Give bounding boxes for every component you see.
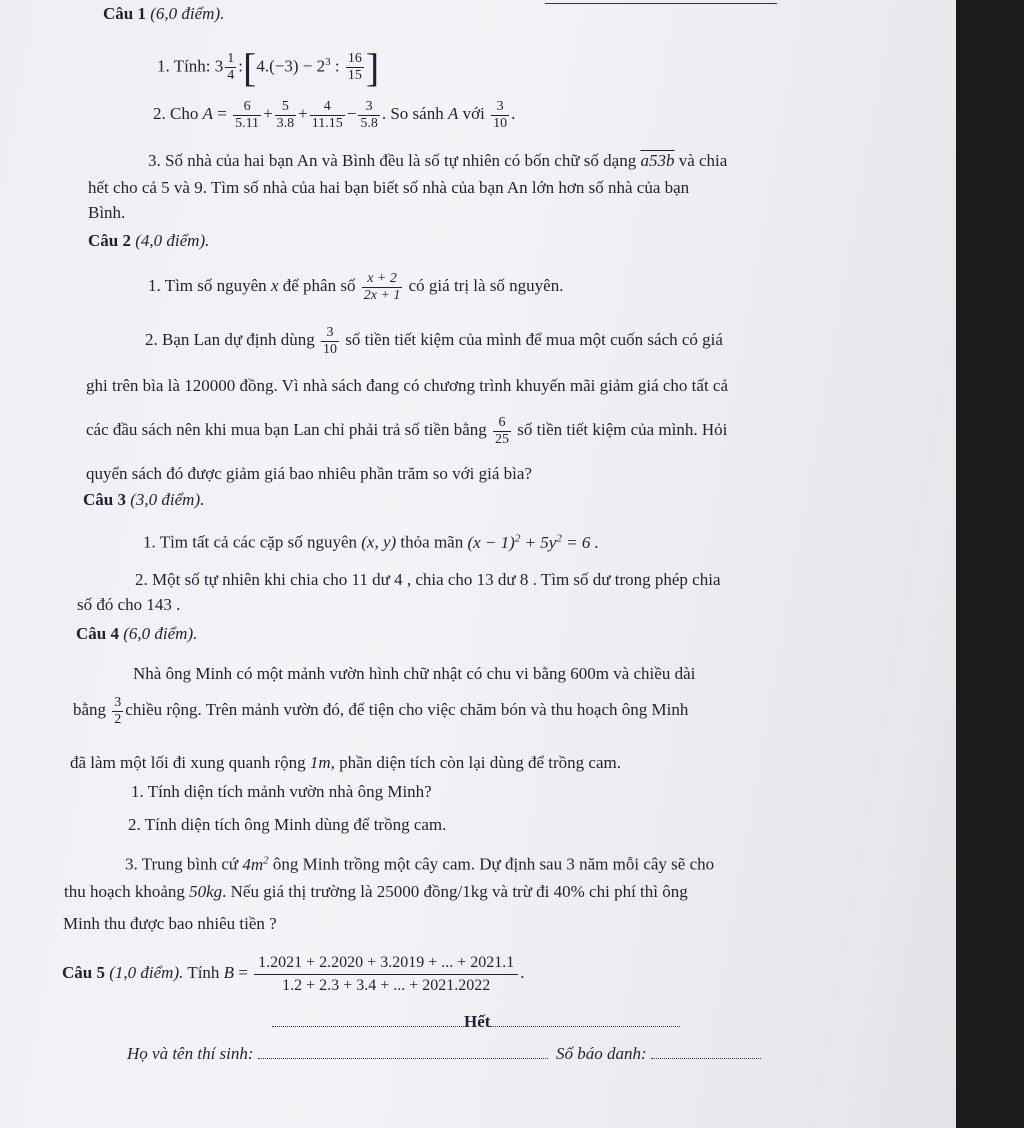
q2-p2-gd: 25 — [495, 431, 510, 447]
q1-p2-f3n: 4 — [310, 99, 345, 116]
q1-p1-whole: 3 — [214, 56, 224, 76]
q4-fn: 3 — [114, 694, 122, 710]
q2-header: Câu 2 — [88, 231, 131, 250]
q3-heading — [83, 490, 204, 510]
end-mark-line — [272, 1012, 680, 1032]
q4-l3a: đã làm một lối đi xung quanh rộng — [70, 753, 306, 772]
q3-part1 — [143, 528, 599, 553]
q1-p1-fnum: 16 — [347, 51, 362, 67]
q4-s4a: thu hoạch khoảng — [64, 882, 185, 901]
q4-line2 — [73, 688, 688, 732]
q4-sub3-line3: Minh thu được bao nhiêu tiền ? — [63, 914, 277, 933]
q1-p2-cn: 3 — [491, 99, 509, 116]
q3-p1-eq2: + 5y — [520, 532, 557, 552]
q3-p1-pair: (x, y) — [361, 532, 397, 552]
q1-p1-mixed-frac — [225, 51, 236, 84]
q4-sub3-line2 — [64, 882, 688, 902]
end-dots-left — [272, 1026, 464, 1027]
q1-p2-label: 2. Cho — [153, 104, 199, 123]
q4-s3a: 3. Trung bình cứ — [125, 854, 239, 874]
end-mark: Hết — [464, 1012, 491, 1031]
q1-p1-fden: 15 — [347, 68, 362, 84]
q2-p1-a: 1. Tìm số nguyên — [148, 276, 267, 295]
q5-lead: Tính — [187, 963, 220, 982]
id-label: Số báo danh: — [556, 1044, 647, 1063]
q1-p3-l1a: 3. Số nhà của hai bạn An và Bình đều là số tự nhiên có bốn chữ số dạng — [148, 151, 637, 170]
top-rule — [545, 3, 777, 4]
q5-line — [62, 942, 525, 1004]
q2-p2-l1b: số tiền tiết kiệm của mình để mua một cuốn sách có giá — [345, 330, 723, 349]
q2-part2-line2: ghi trên bìa là 120000 đồng. Vì nhà sách đang có chương trình khuyến mãi giảm giá cho tất cả — [86, 376, 729, 395]
q4-line1: Nhà ông Minh có một mảnh vườn hình chữ nhật có chu vi bằng 600m và chiều dài — [133, 664, 696, 683]
q1-p2-f3d: 11.15 — [311, 115, 343, 131]
name-label: Họ và tên thí sinh: — [127, 1044, 254, 1063]
q4-points: (6,0 điểm). — [123, 624, 198, 643]
q1-p1-exp: 3 — [325, 56, 331, 68]
q2-p2-l3a: các đầu sách nên khi mua bạn Lan chỉ phải trả số tiền bằng — [86, 420, 487, 439]
q2-p1-c: có giá trị là số nguyên. — [408, 276, 564, 295]
q4-header: Câu 4 — [76, 624, 119, 643]
q1-header: Câu 1 — [103, 4, 146, 23]
q4-sub1: 1. Tính diện tích mảnh vườn nhà ông Minh? — [131, 782, 432, 801]
q1-points: (6,0 điểm). — [150, 4, 225, 23]
q4-l3b: , phần diện tích còn lại dùng để trồng cam. — [330, 753, 621, 772]
q1-p2-var2: A — [447, 104, 459, 123]
q2-p1-var: x — [270, 276, 279, 295]
q1-p2-f1n: 6 — [233, 99, 261, 116]
q1-p2-cmp: với — [462, 104, 485, 123]
q2-p2-gn: 6 — [493, 415, 511, 432]
q4-s3exp: 2 — [263, 854, 269, 866]
candidate-line — [127, 1044, 761, 1064]
q3-p1-exp2: 2 — [556, 532, 562, 544]
q1-p3-l1b: và chia — [678, 151, 728, 170]
q2-heading — [88, 231, 209, 251]
q1-p2-frac4 — [358, 99, 380, 132]
q1-p2-cfrac — [491, 99, 509, 132]
q5-end: . — [520, 963, 525, 982]
q1-p1-mixed-num: 1 — [227, 51, 235, 67]
q3-part2-line1: 2. Một số tự nhiên khi chia cho 11 dư 4 , chia cho 13 dư 8 . Tìm số dư trong phép chia — [135, 570, 721, 589]
left-bracket: [ — [243, 44, 257, 90]
q1-p1-inner-colon: : — [330, 56, 344, 76]
q1-p2-f2d: 3.8 — [276, 115, 295, 131]
q1-p2-f4d: 5.8 — [360, 115, 378, 131]
q5-num: 1.2021 + 2.2020 + 3.2019 + ... + 2021.1 — [254, 952, 518, 975]
q4-l3m: 1m — [309, 753, 331, 772]
q2-part2-line3 — [86, 408, 727, 452]
q3-p1-equation — [467, 533, 598, 552]
q1-p2-frac3 — [310, 99, 345, 132]
name-blank — [258, 1058, 548, 1059]
q5-frac — [254, 952, 518, 997]
q2-p2-fd: 10 — [323, 341, 338, 357]
q2-p2-fn: 3 — [321, 325, 339, 342]
q2-part2-line4: quyển sách đó được giảm giá bao nhiêu phần trăm so với giá bìa? — [86, 464, 532, 483]
q3-p1-exp1: 2 — [514, 532, 521, 544]
q4-heading — [76, 624, 197, 644]
q1-p2-tail: . So sánh — [381, 104, 444, 123]
q4-fd: 2 — [114, 711, 122, 727]
id-blank — [651, 1058, 761, 1059]
q3-p1-eq3: = 6 . — [561, 532, 599, 552]
q2-p1-b: để phân số — [282, 276, 356, 295]
q4-l2a: bằng — [73, 700, 107, 719]
q1-p1-mixed-den: 4 — [227, 68, 235, 84]
q2-p2-frac1 — [321, 325, 339, 358]
q3-p1-b: thỏa mãn — [400, 532, 464, 552]
q2-p2-l3b: số tiền tiết kiệm của mình. Hỏi — [517, 420, 728, 439]
q5-header: Câu 5 — [62, 963, 105, 982]
q3-p1-eq1: (x − 1) — [467, 532, 515, 552]
q5-eq: = — [238, 963, 248, 982]
q1-p2-cd: 10 — [493, 115, 508, 131]
q4-s4b: . Nếu giá thị trường là 25000 đồng/1kg và trừ đi 40% chi phí thì ông — [222, 882, 688, 901]
q1-p3-number: a53b — [640, 151, 675, 170]
q2-points: (4,0 điểm). — [135, 231, 210, 250]
q1-part3-line1 — [148, 151, 727, 171]
q1-p2-eq: = — [217, 104, 227, 123]
q2-part1 — [148, 264, 563, 308]
q3-header: Câu 3 — [83, 490, 126, 509]
q4-sub3-line1 — [125, 850, 714, 875]
right-bracket: ] — [365, 44, 380, 90]
q1-p1-label: 1. Tính: — [157, 56, 211, 76]
q1-p2-var: A — [202, 104, 213, 123]
q2-p2-l1a: 2. Bạn Lan dự định dùng — [145, 330, 315, 349]
q4-sub2: 2. Tính diện tích ông Minh dùng để trồng cam. — [128, 815, 447, 834]
q1-part3-line2: hết cho cả 5 và 9. Tìm số nhà của hai bạn biết số nhà của bạn An lớn hơn số nhà của bạn — [88, 178, 690, 197]
q1-part2: 2. Cho A = $\frac{6}{5.11}$ + $\frac{5}{3.8}$ + $\frac{4}{11.15}$ − $\frac{3}{5.8}$ . So sánh A với $\frac{3}{10}$ . — [153, 98, 516, 131]
q1-p1-frac — [346, 51, 364, 84]
q1-part3-line3: Bình. — [88, 203, 126, 222]
q5-den: 1.2 + 2.3 + 3.4 + ... + 2021.2022 — [282, 976, 491, 994]
q1-p2-frac1 — [233, 99, 261, 132]
q2-p1-fn: x + 2 — [362, 271, 403, 288]
q1-p1-colon: : — [238, 56, 244, 76]
q1-part1 — [157, 40, 380, 90]
q4-s3-area — [242, 855, 268, 874]
q4-line3 — [70, 753, 621, 773]
q4-s4kg: 50kg — [189, 882, 223, 901]
end-dots-right — [490, 1026, 680, 1027]
q1-p2-frac2 — [275, 99, 297, 132]
q3-p1-a: 1. Tìm tất cả các cặp số nguyên — [143, 532, 357, 552]
q3-part2-line2: số đó cho 143 . — [77, 595, 181, 614]
q4-s3m: 4m — [242, 854, 264, 874]
q4-frac — [112, 695, 123, 728]
q1-p2-f1d: 5.11 — [235, 115, 260, 131]
q3-points: (3,0 điểm). — [130, 490, 205, 509]
q2-p2-frac2 — [493, 415, 511, 448]
q1-heading — [103, 4, 224, 24]
q1-p2-f2n: 5 — [275, 99, 297, 116]
q2-part2-line1 — [145, 318, 723, 362]
q5-points: (1,0 điểm). — [109, 963, 184, 982]
q1-p2-end: . — [511, 104, 516, 123]
q4-s3b: ông Minh trồng một cây cam. Dự định sau 3 năm mỗi cây sẽ cho — [272, 854, 715, 874]
q4-l2b: chiều rộng. Trên mảnh vườn đó, để tiện cho việc chăm bón và thu hoạch ông Minh — [125, 700, 689, 719]
q2-p1-frac — [362, 271, 403, 304]
q1-p1-inner: 4.(−3) − 2 — [256, 56, 326, 76]
q2-p1-fd: 2x + 1 — [363, 287, 401, 303]
q1-p2-f4n: 3 — [358, 99, 380, 116]
q5-var: B — [223, 963, 235, 982]
